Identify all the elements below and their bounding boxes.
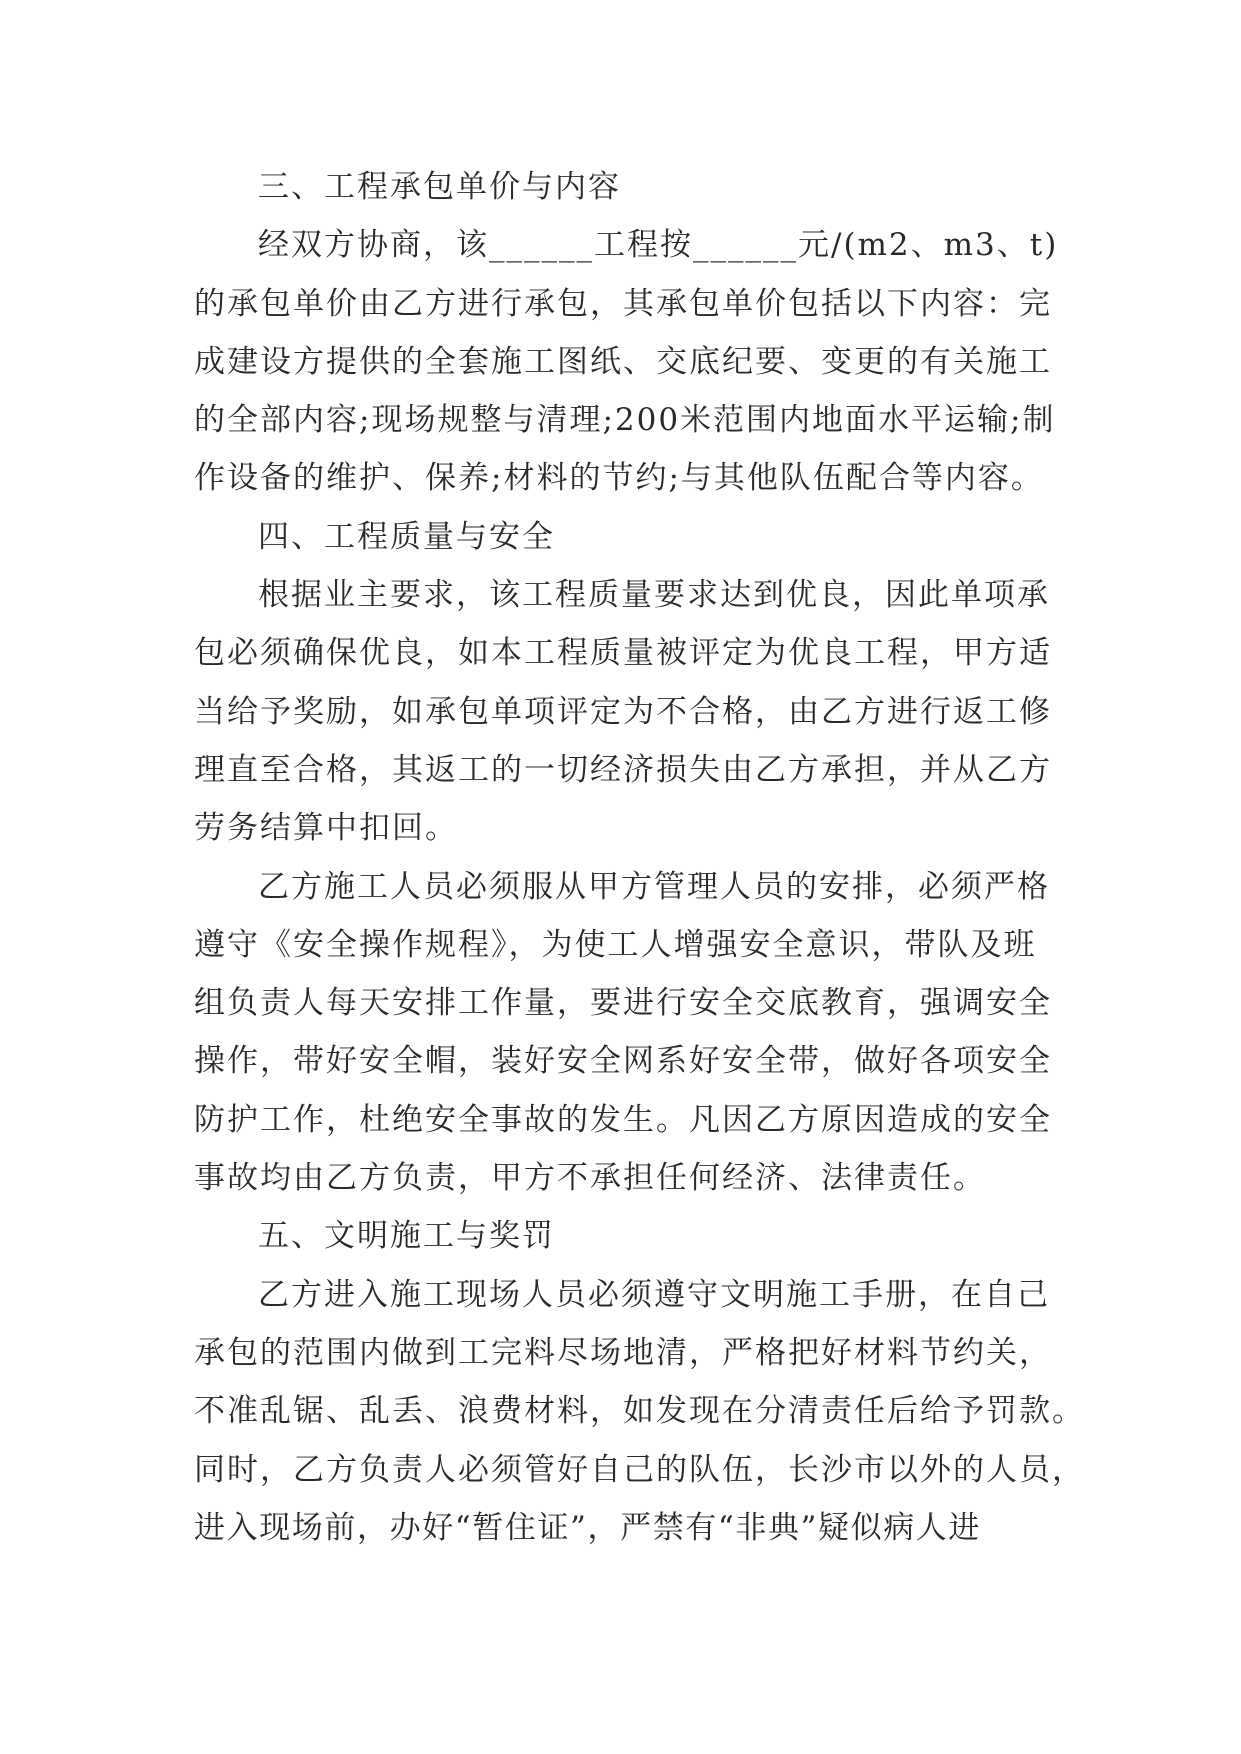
paragraph-line: 的全部内容;现场规整与清理;200米范围内地面水平运输;制 bbox=[194, 402, 1056, 439]
paragraph-line: 同时，乙方负责人必须管好自己的队伍，长沙市以外的人员， bbox=[194, 1451, 1085, 1488]
paragraph-line: 的承包单价由乙方进行承包，其承包单价包括以下内容：完 bbox=[194, 285, 1052, 322]
paragraph-line: 进入现场前，办好“暂住证”，严禁有“非典”疑似病人进 bbox=[194, 1509, 981, 1546]
section-heading-unit-price: 三、工程承包单价与内容 bbox=[258, 169, 621, 205]
section-heading-quality-safety: 四、工程质量与安全 bbox=[258, 518, 555, 555]
paragraph-line: 组负责人每天安排工作量，要进行安全交底教育，强调安全 bbox=[194, 985, 1052, 1022]
paragraph-line: 理直至合格，其返工的一切经济损失由乙方承担，并从乙方 bbox=[194, 751, 1052, 788]
paragraph-line: 乙方施工人员必须服从甲方管理人员的安排，必须严格 bbox=[258, 868, 1050, 905]
paragraph-line: 乙方进入施工现场人员必须遵守文明施工手册，在自己 bbox=[258, 1276, 1050, 1313]
paragraph-line: 成建设方提供的全套施工图纸、交底纪要、变更的有关施工 bbox=[194, 343, 1052, 380]
paragraph-line: 作设备的维护、保养;材料的节约;与其他队伍配合等内容。 bbox=[194, 460, 1044, 497]
paragraph-line: 劳务结算中扣回。 bbox=[194, 810, 458, 847]
paragraph-line: 根据业主要求，该工程质量要求达到优良，因此单项承 bbox=[258, 577, 1050, 614]
document-body bbox=[194, 158, 1085, 1557]
paragraph-line: 事故均由乙方负责，甲方不承担任何经济、法律责任。 bbox=[194, 1160, 986, 1197]
paragraph-line: 防护工作，杜绝安全事故的发生。凡因乙方原因造成的安全 bbox=[194, 1101, 1052, 1138]
paragraph-line: 经双方协商，该______工程按______元/(m2、m3、t) bbox=[258, 227, 1059, 264]
paragraph-line: 不准乱锯、乱丢、浪费材料，如发现在分清责任后给予罚款。 bbox=[194, 1393, 1085, 1430]
paragraph-line: 承包的范围内做到工完料尽场地清，严格把好材料节约关， bbox=[194, 1334, 1052, 1371]
section-heading-civilized-construction: 五、文明施工与奖罚 bbox=[258, 1218, 555, 1255]
paragraph-line: 当给予奖励，如承包单项评定为不合格，由乙方进行返工修 bbox=[194, 693, 1052, 730]
paragraph-line: 操作，带好安全帽，装好安全网系好安全带，做好各项安全 bbox=[194, 1043, 1052, 1080]
paragraph-line: 包必须确保优良，如本工程质量被评定为优良工程，甲方适 bbox=[194, 635, 1052, 672]
paragraph-line: 遵守《安全操作规程》，为使工人增强安全意识，带队及班 bbox=[194, 926, 1037, 963]
